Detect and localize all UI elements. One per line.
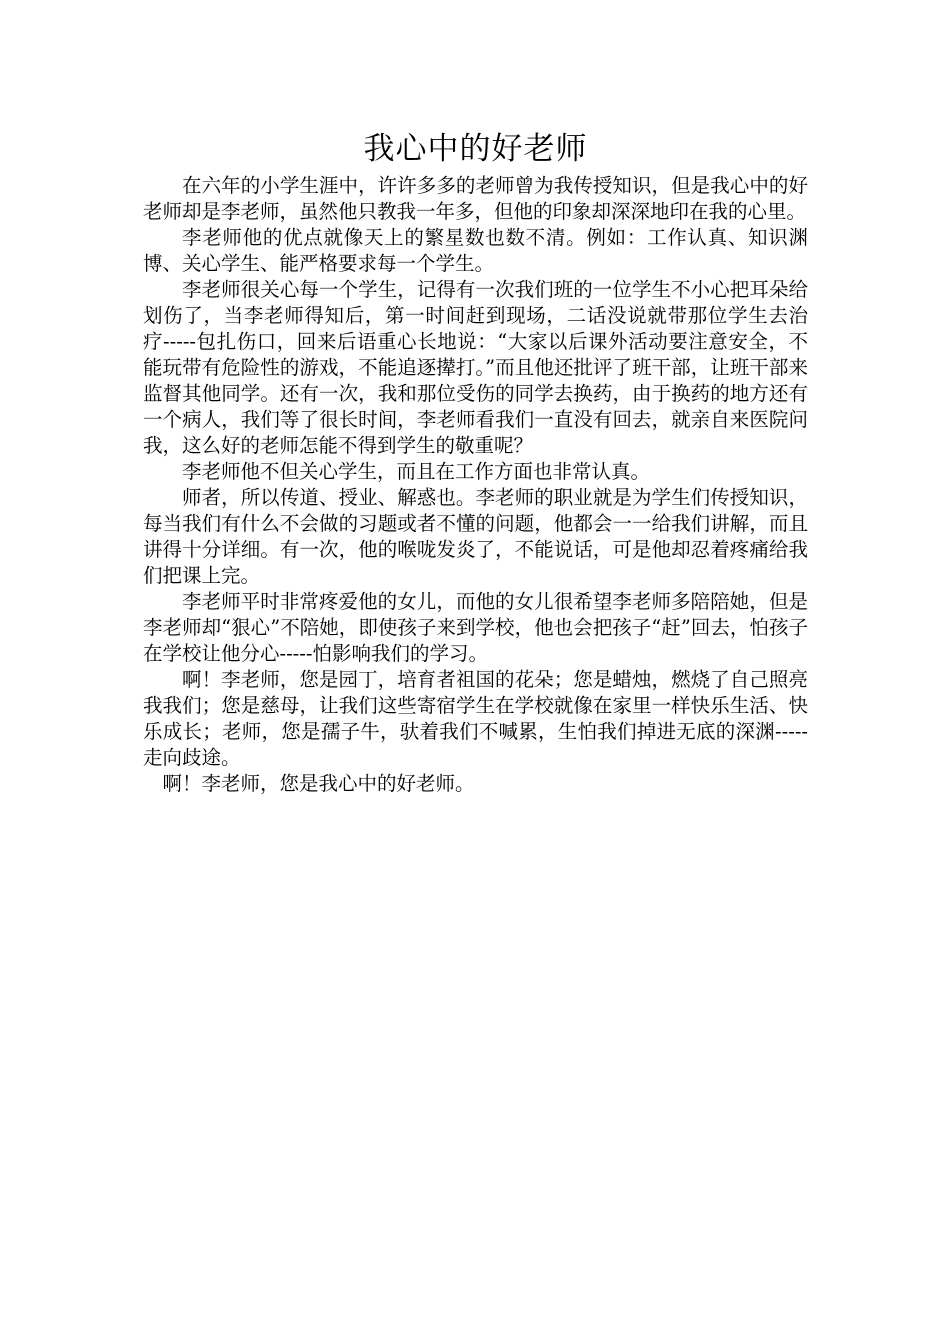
paragraph-5: 师者，所以传道、授业、解惑也。李老师的职业就是为学生们传授知识，每当我们有什么不会做的习题或者不懂的问题，他都会一一给我们讲解，而且讲得十分详细。有一次，他的喉咙发炎了，不能说话，可是他却忍着疼痛给我们把课上完。 [143, 486, 808, 587]
paragraph-2: 李老师他的优点就像天上的繁星数也数不清。例如：工作认真、知识渊博、关心学生、能严格要求每一个学生。 [143, 226, 808, 275]
paragraph-6: 李老师平时非常疼爱他的女儿，而他的女儿很希望李老师多陪陪她，但是李老师却“狠心”不陪她，即使孩子来到学校，他也会把孩子“赶”回去，怕孩子在学校让他分心-----怕影响我们的学习。 [143, 590, 808, 665]
document-title: 我心中的好老师 [363, 131, 588, 167]
paragraph-4: 李老师他不但关心学生，而且在工作方面也非常认真。 [182, 460, 651, 483]
paragraph-3: 李老师很关心每一个学生，记得有一次我们班的一位学生不小心把耳朵给划伤了，当李老师得知后，第一时间赶到现场，二话没说就带那位学生去治疗-----包扎伤口，回来后语重心长地说：“大家以后课外活动要注意安全，不能玩带有危险性的游戏，不能追逐撵打。”而且他还批评了班干部，让班干部来监督其他同学。还有一次，我和那位受伤的同学去换药，由于换药的地方还有一个病人，我们等了很长时间，李老师看我们一直没有回去，就亲自来医院问我，这么好的老师怎能不得到学生的敬重呢？ [143, 278, 808, 457]
paragraph-8: 啊！李老师，您是我心中的好老师。 [162, 772, 475, 795]
document-body [143, 127, 808, 797]
paragraph-1: 在六年的小学生涯中，许许多多的老师曾为我传授知识，但是我心中的好老师却是李老师，虽然他只教我一年多，但他的印象却深深地印在我的心里。 [143, 174, 808, 223]
paragraph-7: 啊！李老师，您是园丁，培育者祖国的花朵；您是蜡烛，燃烧了自己照亮我我们；您是慈母，让我们这些寄宿学生在学校就像在家里一样快乐生活、快乐成长；老师，您是孺子牛，驮着我们不喊累，生怕我们掉进无底的深渊-----走向歧途。 [143, 668, 808, 769]
